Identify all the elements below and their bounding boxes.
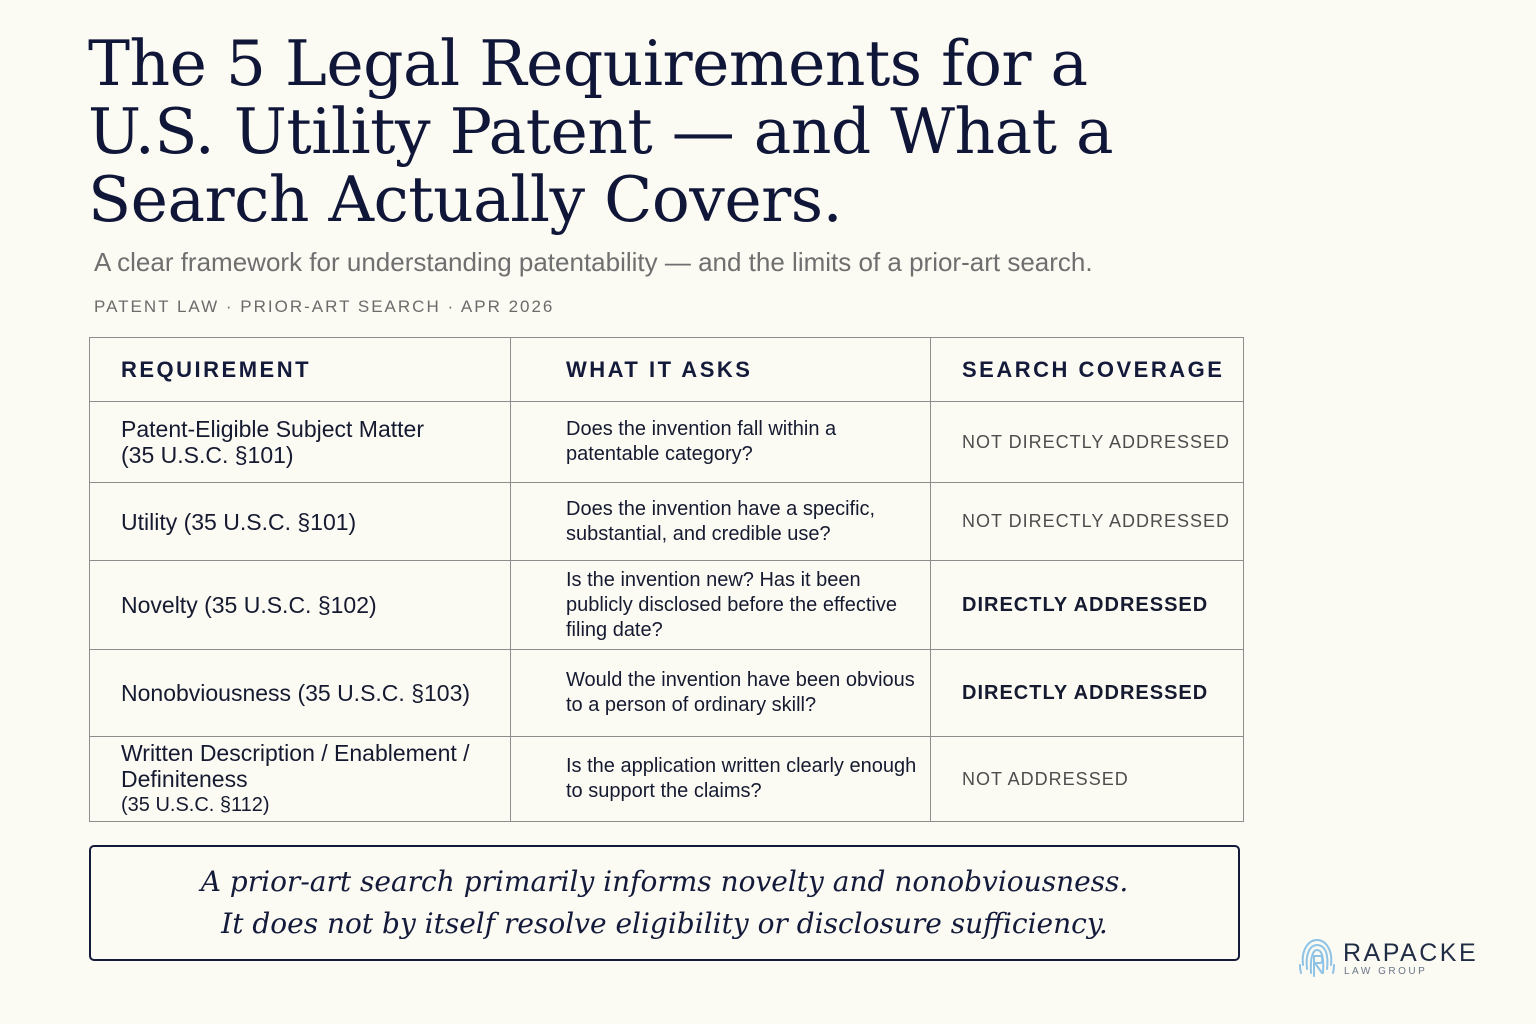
asks-cell: Does the invention have a specific, substantial, and credible use? [511, 483, 931, 561]
brand-logo [1297, 935, 1497, 985]
coverage-cell: NOT DIRECTLY ADDRESSED [931, 402, 1244, 483]
asks-cell: Is the application written clearly enough to support the claims? [511, 737, 931, 822]
callout-line: It does not by itself resolve eligibility or disclosure sufficiency. [221, 907, 1108, 940]
coverage-cell: DIRECTLY ADDRESSED [931, 650, 1244, 737]
page-title: The 5 Legal Requirements for a U.S. Utility Patent — and What a Search Actually Covers. [88, 27, 1114, 236]
table-row [90, 561, 1244, 650]
requirements-table [89, 337, 1244, 822]
meta-tags: PATENT LAW · PRIOR-ART SEARCH · APR 2026 [94, 297, 555, 316]
column-header-requirement: REQUIREMENT [90, 338, 511, 402]
requirement-cell [90, 402, 511, 483]
coverage-cell: NOT ADDRESSED [931, 737, 1244, 822]
page-subtitle: A clear framework for understanding patentability — and the limits of a prior-art search. [94, 247, 1093, 277]
logo-subtitle: LAW GROUP [1344, 966, 1428, 977]
requirement-name: Patent-Eligible Subject Matter [121, 416, 424, 442]
requirement-name: Novelty (35 U.S.C. §102) [121, 592, 377, 618]
asks-cell: Does the invention fall within a patentable category? [511, 402, 931, 483]
callout-line: A prior-art search primarily informs novelty and nonobviousness. [200, 865, 1129, 898]
requirement-cell [90, 737, 511, 822]
logo-name: RAPACKE [1343, 939, 1479, 967]
table-row [90, 483, 1244, 561]
requirement-cell [90, 483, 511, 561]
table-row [90, 737, 1244, 822]
column-header-search-coverage: SEARCH COVERAGE [931, 338, 1244, 402]
requirement-name: Utility (35 U.S.C. §101) [121, 508, 357, 535]
summary-callout [89, 845, 1240, 961]
column-header-what-it-asks: WHAT IT ASKS [511, 338, 931, 402]
requirement-cell [90, 561, 511, 650]
asks-cell: Would the invention have been obvious to a person of ordinary skill? [511, 650, 931, 737]
coverage-cell: DIRECTLY ADDRESSED [931, 561, 1244, 650]
coverage-cell: NOT DIRECTLY ADDRESSED [931, 483, 1244, 561]
table-header-row [90, 338, 1244, 402]
requirement-name: Nonobviousness (35 U.S.C. §103) [121, 680, 471, 706]
requirement-name: Written Description / Enablement / Definiteness [121, 740, 470, 792]
asks-cell: Is the invention new? Has it been publicly disclosed before the effective filing date? [511, 561, 931, 650]
table-row [90, 402, 1244, 483]
fingerprint-r-icon [1297, 935, 1337, 983]
requirement-cell [90, 650, 511, 737]
table-row [90, 650, 1244, 737]
requirement-statute: (35 U.S.C. §112) [121, 794, 270, 816]
requirement-statute: (35 U.S.C. §101) [121, 442, 294, 468]
